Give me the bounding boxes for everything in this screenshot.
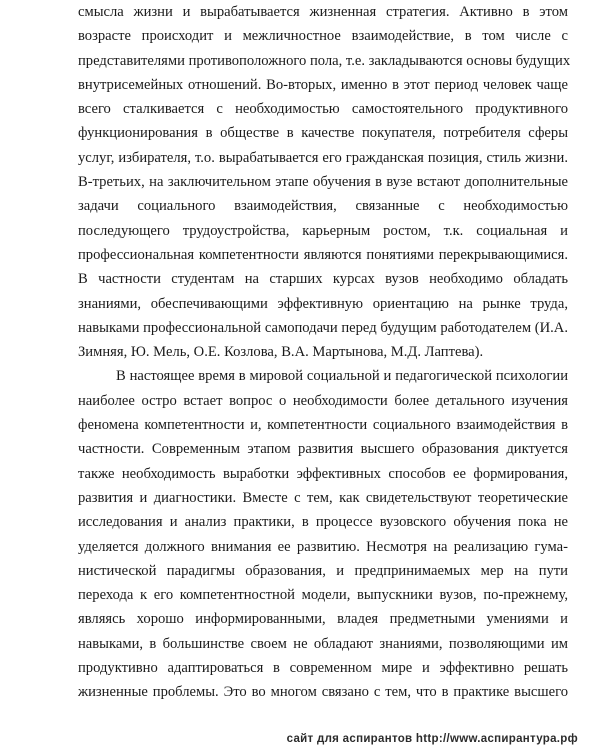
text-line: перехода к его компетентностной модели, выпускники вузов, по-прежнему, bbox=[78, 587, 568, 604]
text-line: являясь хорошо информированными, владея предметными умениями и bbox=[78, 611, 568, 628]
text-line: последующего трудоустройства, карьерным ростом, т.к. социальная и bbox=[78, 222, 568, 239]
text-line: жизненные проблемы. Это во многом связано с тем, что в практике высшего bbox=[78, 684, 568, 701]
text-line: Зимняя, Ю. Мель, О.Е. Козлова, В.А. Мартынова, М.Д. Лаптева). bbox=[78, 344, 484, 361]
text-line: всего сталкивается с необходимостью самостоятельного продуктивного bbox=[78, 101, 568, 118]
text-line: наиболее остро встает вопрос о необходимости более детального изучения bbox=[78, 392, 568, 409]
text-line: также необходимость выработки эффективных способов ее формирования, bbox=[78, 465, 568, 482]
text-line: задачи социального взаимодействия, связанные с необходимостью bbox=[78, 198, 568, 215]
text-line: В частности студентам на старших курсах вузов необходимо обладать bbox=[78, 271, 568, 288]
document-body bbox=[78, 0, 571, 705]
text-line: услуг, избирателя, т.о. вырабатывается его гражданская позиция, стиль жизни. bbox=[78, 149, 568, 166]
text-line: смысла жизни и вырабатывается жизненная стратегия. Активно в этом bbox=[78, 4, 568, 20]
text-line: навыками, в большинстве своем не обладают знаниями, позволяющими им bbox=[78, 635, 568, 652]
text-line: развития и диагностики. Вместе с тем, как свидетельствуют теоретические bbox=[78, 489, 568, 506]
text-line: В-третьих, на заключительном этапе обучения в вузе встают дополнительные bbox=[78, 174, 568, 191]
text-line: уделяется должного внимания ее развитию. Несмотря на реализацию гума- bbox=[78, 538, 568, 555]
text-line: исследования и анализ практики, в процессе вузовского обучения пока не bbox=[78, 514, 568, 531]
text-line: профессиональная компетентности являются понятиями перекрывающимися. bbox=[78, 246, 568, 263]
footer-watermark[interactable]: сайт для аспирантов http://www.аспирантура.рф bbox=[286, 733, 578, 745]
text-line: частности. Современным этапом развития высшего образования диктуется bbox=[78, 441, 568, 458]
text-line: феномена компетентности и, компетентности социального взаимодействия в bbox=[78, 417, 568, 434]
text-line: возрасте происходит и межличностное взаимодействие, в том числе с bbox=[78, 28, 568, 45]
text-line: функционирования в обществе в качестве покупателя, потребителя сферы bbox=[78, 125, 568, 142]
text-line: знаниями, обеспечивающими эффективную ориентацию на рынке труда, bbox=[78, 295, 568, 312]
text-line: В настоящее время в мировой социальной и педагогической психологии bbox=[116, 368, 568, 385]
text-line: навыками профессиональной самоподачи перед будущим работодателем (И.А. bbox=[78, 319, 568, 336]
text-line: представителями противоположного пола, т.е. закладываются основы будущих bbox=[78, 52, 571, 69]
text-line: внутрисемейных отношений. Во-вторых, именно в этот период человек чаще bbox=[78, 76, 568, 93]
text-line: нистической парадигмы образования, и предпринимаемых мер на пути bbox=[78, 562, 568, 579]
text-line: продуктивно адаптироваться в современном мире и эффективно решать bbox=[78, 660, 568, 677]
